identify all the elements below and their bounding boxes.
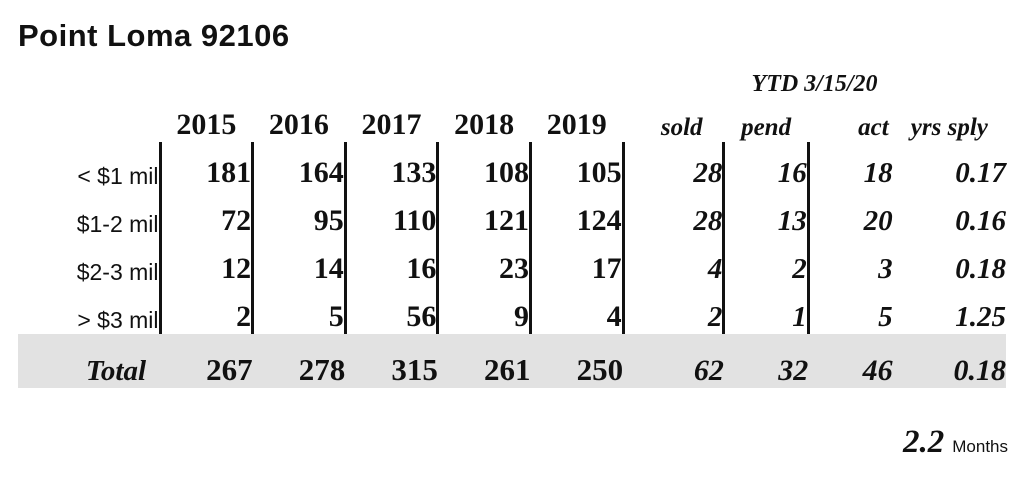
- cell-2017: 16: [345, 238, 438, 286]
- row-label-under-1mil: < $1 mil: [18, 142, 160, 190]
- header-2018: 2018: [454, 108, 515, 141]
- header-pend: pend: [741, 114, 792, 141]
- months-supply-unit: Months: [952, 437, 1008, 456]
- cell-sold: 28: [640, 190, 724, 238]
- page-title: Point Loma 92106: [18, 18, 290, 53]
- stats-table: [18, 64, 1006, 388]
- cell-yrs-sply: 0.18: [955, 253, 1006, 285]
- cell-2015: 12: [160, 238, 253, 286]
- months-supply-value: 2.2: [903, 424, 945, 460]
- cell-2017: 56: [345, 286, 438, 334]
- cell-2016: 164: [253, 142, 346, 190]
- ytd-header-row: [18, 64, 1006, 98]
- header-yrs-sply: yrs sply: [910, 114, 988, 141]
- table-row: [18, 238, 1006, 286]
- cell-yrs-sply: 0.16: [955, 205, 1006, 237]
- cell-2016: 5: [253, 286, 346, 334]
- cell-2017: 133: [345, 142, 438, 190]
- cell-2019: 17: [530, 238, 623, 286]
- cell-2018: 9: [438, 286, 531, 334]
- row-label-2-3mil: $2-3 mil: [18, 238, 160, 286]
- cell-2019: 4: [530, 286, 623, 334]
- stats-table-wrapper: [0, 64, 1024, 388]
- ytd-label: YTD 3/15/20: [751, 71, 878, 97]
- cell-2015: 72: [160, 190, 253, 238]
- cell-2018: 23: [438, 238, 531, 286]
- header-sold: sold: [660, 114, 703, 141]
- cell-2015: 2: [160, 286, 253, 334]
- total-act: 46: [808, 334, 892, 388]
- cell-sold: 2: [640, 286, 724, 334]
- cell-2016: 14: [253, 238, 346, 286]
- header-2015: 2015: [176, 108, 237, 141]
- cell-2018: 108: [438, 142, 531, 190]
- table-row: [18, 142, 1006, 190]
- cell-2019: 124: [530, 190, 623, 238]
- cell-2019: 105: [530, 142, 623, 190]
- total-2015: 267: [160, 334, 253, 388]
- cell-yrs-sply: 1.25: [955, 301, 1006, 333]
- total-2018: 261: [438, 334, 531, 388]
- header-act: act: [858, 114, 889, 141]
- header-2019: 2019: [546, 108, 607, 141]
- row-label-total: Total: [18, 334, 160, 388]
- total-2016: 278: [253, 334, 346, 388]
- total-sold: 62: [640, 334, 724, 388]
- row-label-1-2mil: $1-2 mil: [18, 190, 160, 238]
- table-row: [18, 190, 1006, 238]
- total-2017: 315: [345, 334, 438, 388]
- table-row: [18, 286, 1006, 334]
- header-2016: 2016: [268, 108, 329, 141]
- cell-act: 18: [863, 157, 893, 189]
- header-2017: 2017: [361, 108, 422, 141]
- row-label-over-3mil: > $3 mil: [18, 286, 160, 334]
- cell-2018: 121: [438, 190, 531, 238]
- cell-act: 5: [878, 301, 893, 333]
- cell-act: 20: [863, 205, 893, 237]
- cell-sold: 4: [640, 238, 724, 286]
- total-2019: 250: [530, 334, 623, 388]
- cell-act: 3: [878, 253, 893, 285]
- cell-2016: 95: [253, 190, 346, 238]
- months-supply-footer: [903, 424, 1008, 461]
- total-pend: 32: [724, 334, 808, 388]
- table-row-total: [18, 334, 1006, 388]
- cell-2015: 181: [160, 142, 253, 190]
- cell-2017: 110: [345, 190, 438, 238]
- cell-pend: 2: [724, 238, 808, 286]
- cell-pend: 16: [724, 142, 808, 190]
- cell-pend: 1: [724, 286, 808, 334]
- cell-yrs-sply: 0.17: [955, 157, 1006, 189]
- column-header-row: [18, 98, 1006, 142]
- total-yrs-sply: 0.18: [893, 334, 1006, 388]
- cell-pend: 13: [724, 190, 808, 238]
- cell-sold: 28: [640, 142, 724, 190]
